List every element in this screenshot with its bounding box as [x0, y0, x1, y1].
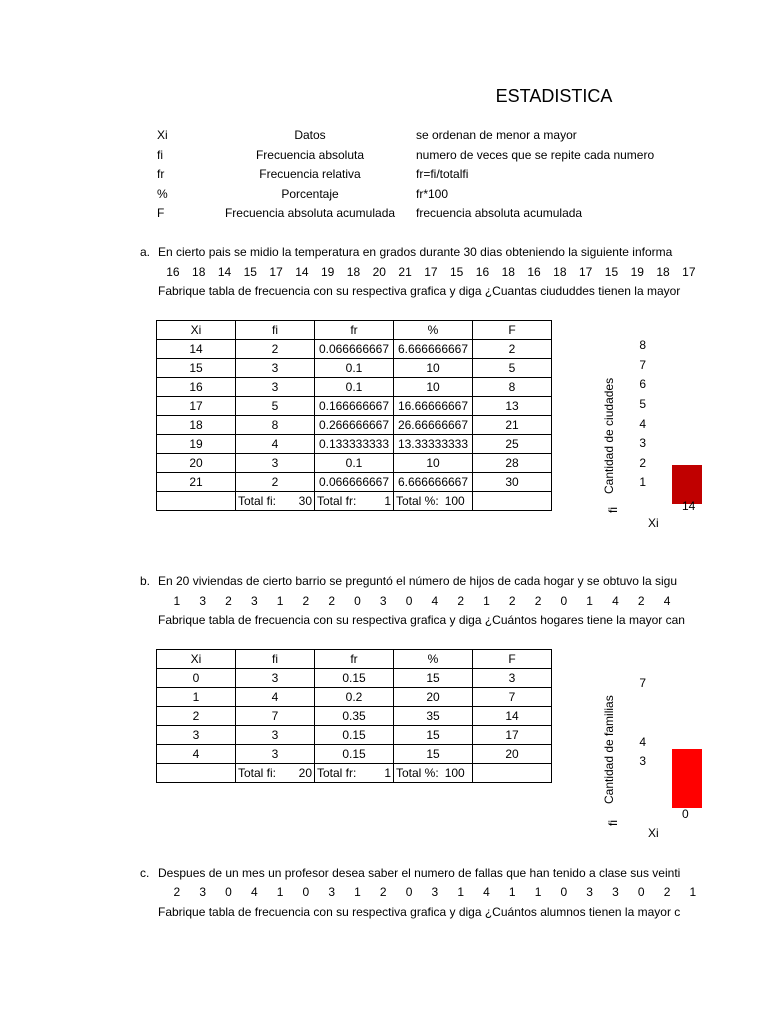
table-cell: 2 — [236, 473, 315, 492]
definition-row — [0, 128, 768, 148]
table-row — [157, 397, 552, 416]
column-header: Xi — [157, 650, 236, 669]
table-row — [157, 745, 552, 764]
table-cell: 28 — [473, 454, 552, 473]
data-value: 17 — [269, 265, 283, 279]
definition-symbol: % — [157, 187, 168, 201]
column-header: % — [394, 321, 473, 340]
table-cell: 15 — [394, 669, 473, 688]
definition-name: Porcentaje — [281, 187, 339, 201]
table-cell: 5 — [236, 397, 315, 416]
data-value: 0 — [405, 885, 413, 899]
table-cell: 14 — [473, 707, 552, 726]
x-axis-label: Xi — [648, 826, 659, 840]
total-cell — [394, 492, 473, 511]
table-cell: 8 — [473, 378, 552, 397]
data-value: 1 — [276, 885, 284, 899]
column-header: F — [473, 650, 552, 669]
table-cell: 0 — [157, 669, 236, 688]
instruction-text: Fabrique tabla de frecuencia con su respectiva grafica y diga ¿Cuántos hogares tiene la mayor can — [158, 613, 685, 627]
definition-description: frecuencia absoluta acumulada — [416, 206, 583, 220]
problem-a-data-numbers — [160, 265, 702, 283]
data-value: 1 — [354, 885, 361, 899]
table-cell: 2 — [236, 340, 315, 359]
column-header: fr — [315, 321, 394, 340]
data-value: 18 — [553, 265, 567, 279]
question-text: En 20 viviendas de cierto barrio se preguntó el número de hijos de cada hogar y se obtuvo la sigu — [158, 574, 677, 588]
y-tick-label: 8 — [639, 338, 646, 353]
data-value: 19 — [630, 265, 644, 279]
definition-description: fr*100 — [416, 187, 449, 201]
data-value: 1 — [586, 594, 593, 608]
data-value: 4 — [431, 594, 439, 608]
table-cell: 0.15 — [315, 745, 394, 764]
definition-name: Datos — [294, 128, 326, 142]
data-value: 4 — [663, 594, 671, 608]
definition-description: se ordenan de menor a mayor — [416, 128, 577, 142]
data-value: 15 — [604, 265, 619, 279]
y-axis-label: Cantidad de ciudades — [602, 377, 616, 494]
table-cell: 0.1 — [315, 359, 394, 378]
total-value: 1 — [384, 766, 391, 780]
definition-symbol: F — [157, 206, 165, 220]
frequency-table-b — [156, 649, 552, 783]
table-cell: 26.66666667 — [394, 416, 473, 435]
data-value: 19 — [321, 265, 335, 279]
table-cell: 10 — [394, 359, 473, 378]
table-cell: 3 — [236, 378, 315, 397]
definition-description: fr=fi/totalfi — [416, 167, 469, 181]
total-value: 1 — [384, 494, 391, 508]
column-header: F — [473, 321, 552, 340]
data-value: 15 — [449, 265, 464, 279]
data-value: 16 — [475, 265, 490, 279]
total-cell — [236, 492, 315, 511]
table-cell: 30 — [473, 473, 552, 492]
total-label: Total fr: — [317, 766, 357, 780]
table-cell: 15 — [394, 745, 473, 764]
table-cell: 13.33333333 — [394, 435, 473, 454]
table-cell: 7 — [473, 688, 552, 707]
x-category-label: 0 — [682, 807, 689, 821]
data-value: 3 — [379, 594, 387, 608]
table-cell: 2 — [473, 340, 552, 359]
y-tick-label: 1 — [639, 475, 646, 490]
data-value: 18 — [501, 265, 515, 279]
data-value: 16 — [166, 265, 180, 279]
table-cell: 21 — [157, 473, 236, 492]
problem-b-question — [0, 574, 700, 592]
table-row — [157, 726, 552, 745]
table-cell: 13 — [473, 397, 552, 416]
table-cell: 3 — [473, 669, 552, 688]
table-row — [157, 435, 552, 454]
total-value: 100 — [444, 494, 465, 508]
table-cell: 15 — [157, 359, 236, 378]
page-title: ESTADISTICA — [495, 86, 613, 106]
data-value: 0 — [225, 885, 232, 899]
definition-symbol: fr — [157, 167, 165, 181]
table-cell: 17 — [473, 726, 552, 745]
table-cell: 20 — [473, 745, 552, 764]
table-cell: 3 — [236, 726, 315, 745]
table-cell: 0.066666667 — [315, 340, 394, 359]
problem-label: b. — [140, 574, 151, 588]
table-cell: 16.66666667 — [394, 397, 473, 416]
y-tick-label: 2 — [639, 455, 646, 470]
table-cell: 1 — [157, 688, 236, 707]
table-cell: 4 — [236, 688, 315, 707]
problem-b-data-numbers — [164, 594, 706, 612]
table-cell: 0.35 — [315, 707, 394, 726]
data-value: 17 — [424, 265, 438, 279]
question-text: Despues de un mes un profesor desea saber el numero de fallas que han tenido a clase sus veinti — [158, 866, 681, 880]
data-value: 0 — [405, 594, 413, 608]
data-value: 15 — [243, 265, 257, 279]
table-cell: 0.266666667 — [315, 416, 394, 435]
table-cell: 19 — [157, 435, 236, 454]
definition-row — [0, 206, 768, 226]
y-tick-label: 7 — [639, 357, 646, 372]
table-cell: 3 — [236, 669, 315, 688]
table-cell: 10 — [394, 454, 473, 473]
problem-c-data-numbers — [164, 885, 706, 903]
total-label: Total fi: — [238, 494, 277, 508]
data-value: 2 — [534, 594, 542, 608]
data-value: 2 — [457, 594, 464, 608]
problem-a-instruction — [0, 284, 700, 302]
empty-cell — [473, 492, 552, 511]
data-value: 1 — [457, 885, 464, 899]
data-value: 2 — [379, 885, 387, 899]
data-value: 14 — [217, 265, 232, 279]
definition-name: Frecuencia relativa — [259, 167, 361, 181]
y-tick-label: 4 — [639, 734, 646, 749]
table-cell: 8 — [236, 416, 315, 435]
data-value: 0 — [560, 594, 568, 608]
data-value: 3 — [328, 885, 336, 899]
column-header: fi — [236, 321, 315, 340]
total-cell — [236, 764, 315, 783]
data-value: 18 — [346, 265, 361, 279]
data-value: 3 — [586, 885, 593, 899]
instruction-text: Fabrique tabla de frecuencia con su respectiva grafica y diga ¿Cuántos alumnos tienen la mayor c — [158, 905, 681, 919]
fi-label: fi — [606, 820, 620, 826]
chart-b — [590, 660, 768, 850]
data-value: 3 — [612, 885, 619, 899]
table-cell: 0.066666667 — [315, 473, 394, 492]
data-value: 1 — [276, 594, 284, 608]
data-value: 0 — [354, 594, 361, 608]
table-cell: 3 — [236, 745, 315, 764]
y-tick-label: 5 — [639, 397, 646, 411]
problem-a-question — [0, 245, 700, 263]
data-value: 2 — [663, 885, 671, 899]
table-cell: 21 — [473, 416, 552, 435]
definition-row — [0, 187, 768, 207]
total-value: 20 — [298, 766, 312, 780]
table-row — [157, 707, 552, 726]
data-value: 1 — [173, 594, 181, 608]
table-cell: 0.1 — [315, 454, 394, 473]
data-value: 4 — [483, 885, 490, 899]
definition-name: Frecuencia absoluta acumulada — [224, 206, 396, 220]
empty-cell — [157, 764, 236, 783]
table-cell: 0.133333333 — [315, 435, 394, 454]
column-header: % — [394, 650, 473, 669]
data-value: 1 — [483, 594, 490, 608]
table-header-row — [157, 650, 552, 669]
table-cell: 0.166666667 — [315, 397, 394, 416]
total-cell — [394, 764, 473, 783]
table-cell: 0.2 — [315, 688, 394, 707]
table-row — [157, 454, 552, 473]
table-row — [157, 416, 552, 435]
y-axis-label: Cantidad de familias — [602, 695, 616, 804]
table-cell: 5 — [473, 359, 552, 378]
table-cell: 20 — [157, 454, 236, 473]
data-value: 4 — [250, 885, 258, 899]
y-tick-label: 6 — [639, 377, 646, 392]
data-value: 0 — [637, 885, 645, 899]
table-cell: 15 — [394, 726, 473, 745]
data-value: 3 — [199, 594, 207, 608]
total-value: 100 — [444, 766, 465, 780]
x-category-label: 14 — [682, 499, 696, 513]
data-value: 4 — [612, 594, 619, 608]
table-cell: 20 — [394, 688, 473, 707]
data-value: 17 — [578, 265, 593, 279]
total-label: Total %: — [396, 494, 439, 508]
table-cell: 3 — [236, 359, 315, 378]
totals-row — [157, 764, 552, 783]
data-value: 2 — [302, 594, 310, 608]
table-cell: 7 — [236, 707, 315, 726]
table-cell: 4 — [157, 745, 236, 764]
table-header-row — [157, 321, 552, 340]
problem-c-instruction — [0, 905, 700, 923]
definition-symbol: Xi — [157, 128, 168, 142]
table-row — [157, 669, 552, 688]
total-cell — [315, 764, 394, 783]
total-cell — [315, 492, 394, 511]
table-cell: 2 — [157, 707, 236, 726]
data-value: 1 — [689, 885, 697, 899]
y-tick-label: 3 — [639, 436, 646, 451]
table-cell: 18 — [157, 416, 236, 435]
data-value: 2 — [225, 594, 232, 608]
table-cell: 17 — [157, 397, 236, 416]
data-value: 1 — [508, 885, 516, 899]
data-value: 20 — [372, 265, 386, 279]
table-cell: 0.15 — [315, 726, 394, 745]
table-cell: 6.666666667 — [394, 473, 473, 492]
instruction-text: Fabrique tabla de frecuencia con su respectiva grafica y diga ¿Cuantas ciududdes tienen la mayor — [158, 284, 681, 298]
table-cell: 3 — [236, 454, 315, 473]
data-value: 2 — [508, 594, 516, 608]
frequency-table-a — [156, 320, 552, 511]
data-value: 18 — [192, 265, 206, 279]
column-header: fr — [315, 650, 394, 669]
table-row — [157, 359, 552, 378]
definition-row — [0, 167, 768, 187]
table-row — [157, 340, 552, 359]
table-cell: 6.666666667 — [394, 340, 473, 359]
table-cell: 10 — [394, 378, 473, 397]
data-value: 18 — [656, 265, 670, 279]
data-value: 2 — [637, 594, 645, 608]
table-cell: 4 — [236, 435, 315, 454]
y-tick-label: 3 — [639, 754, 646, 769]
chart-a — [590, 330, 768, 540]
definition-symbol: fi — [157, 148, 163, 162]
problem-label: a. — [140, 245, 151, 259]
definition-row — [0, 148, 768, 168]
table-cell: 0.15 — [315, 669, 394, 688]
table-cell: 14 — [157, 340, 236, 359]
data-value: 3 — [199, 885, 207, 899]
x-axis-label: Xi — [648, 516, 659, 530]
problem-label: c. — [140, 866, 150, 880]
question-text: En cierto pais se midio la temperatura en grados durante 30 dias obteniendo la siguiente informa — [158, 245, 673, 259]
data-value: 2 — [173, 885, 181, 899]
data-value: 0 — [302, 885, 310, 899]
column-header: fi — [236, 650, 315, 669]
total-label: Total fr: — [317, 494, 357, 508]
fi-label: fi — [606, 507, 620, 513]
data-value: 3 — [250, 594, 258, 608]
column-header: Xi — [157, 321, 236, 340]
definition-description: numero de veces que se repite cada numero — [416, 148, 655, 162]
definition-name: Frecuencia absoluta — [255, 148, 365, 162]
table-row — [157, 688, 552, 707]
totals-row — [157, 492, 552, 511]
table-cell: 16 — [157, 378, 236, 397]
table-cell: 35 — [394, 707, 473, 726]
total-label: Total fi: — [238, 766, 277, 780]
data-value: 3 — [431, 885, 439, 899]
data-value: 2 — [328, 594, 336, 608]
table-cell: 0.1 — [315, 378, 394, 397]
table-row — [157, 473, 552, 492]
total-label: Total %: — [396, 766, 439, 780]
table-row — [157, 378, 552, 397]
data-value: 16 — [527, 265, 541, 279]
data-value: 21 — [398, 265, 412, 279]
data-value: 17 — [682, 265, 696, 279]
total-value: 30 — [298, 494, 312, 508]
table-cell: 3 — [157, 726, 236, 745]
y-tick-label: 7 — [639, 675, 646, 690]
empty-cell — [157, 492, 236, 511]
empty-cell — [473, 764, 552, 783]
problem-b-instruction — [0, 613, 700, 631]
data-value: 0 — [560, 885, 568, 899]
data-value: 1 — [534, 885, 542, 899]
data-value: 14 — [295, 265, 309, 279]
table-cell: 25 — [473, 435, 552, 454]
y-tick-label: 4 — [639, 416, 646, 431]
bar — [672, 749, 702, 808]
problem-c-question — [0, 866, 700, 884]
